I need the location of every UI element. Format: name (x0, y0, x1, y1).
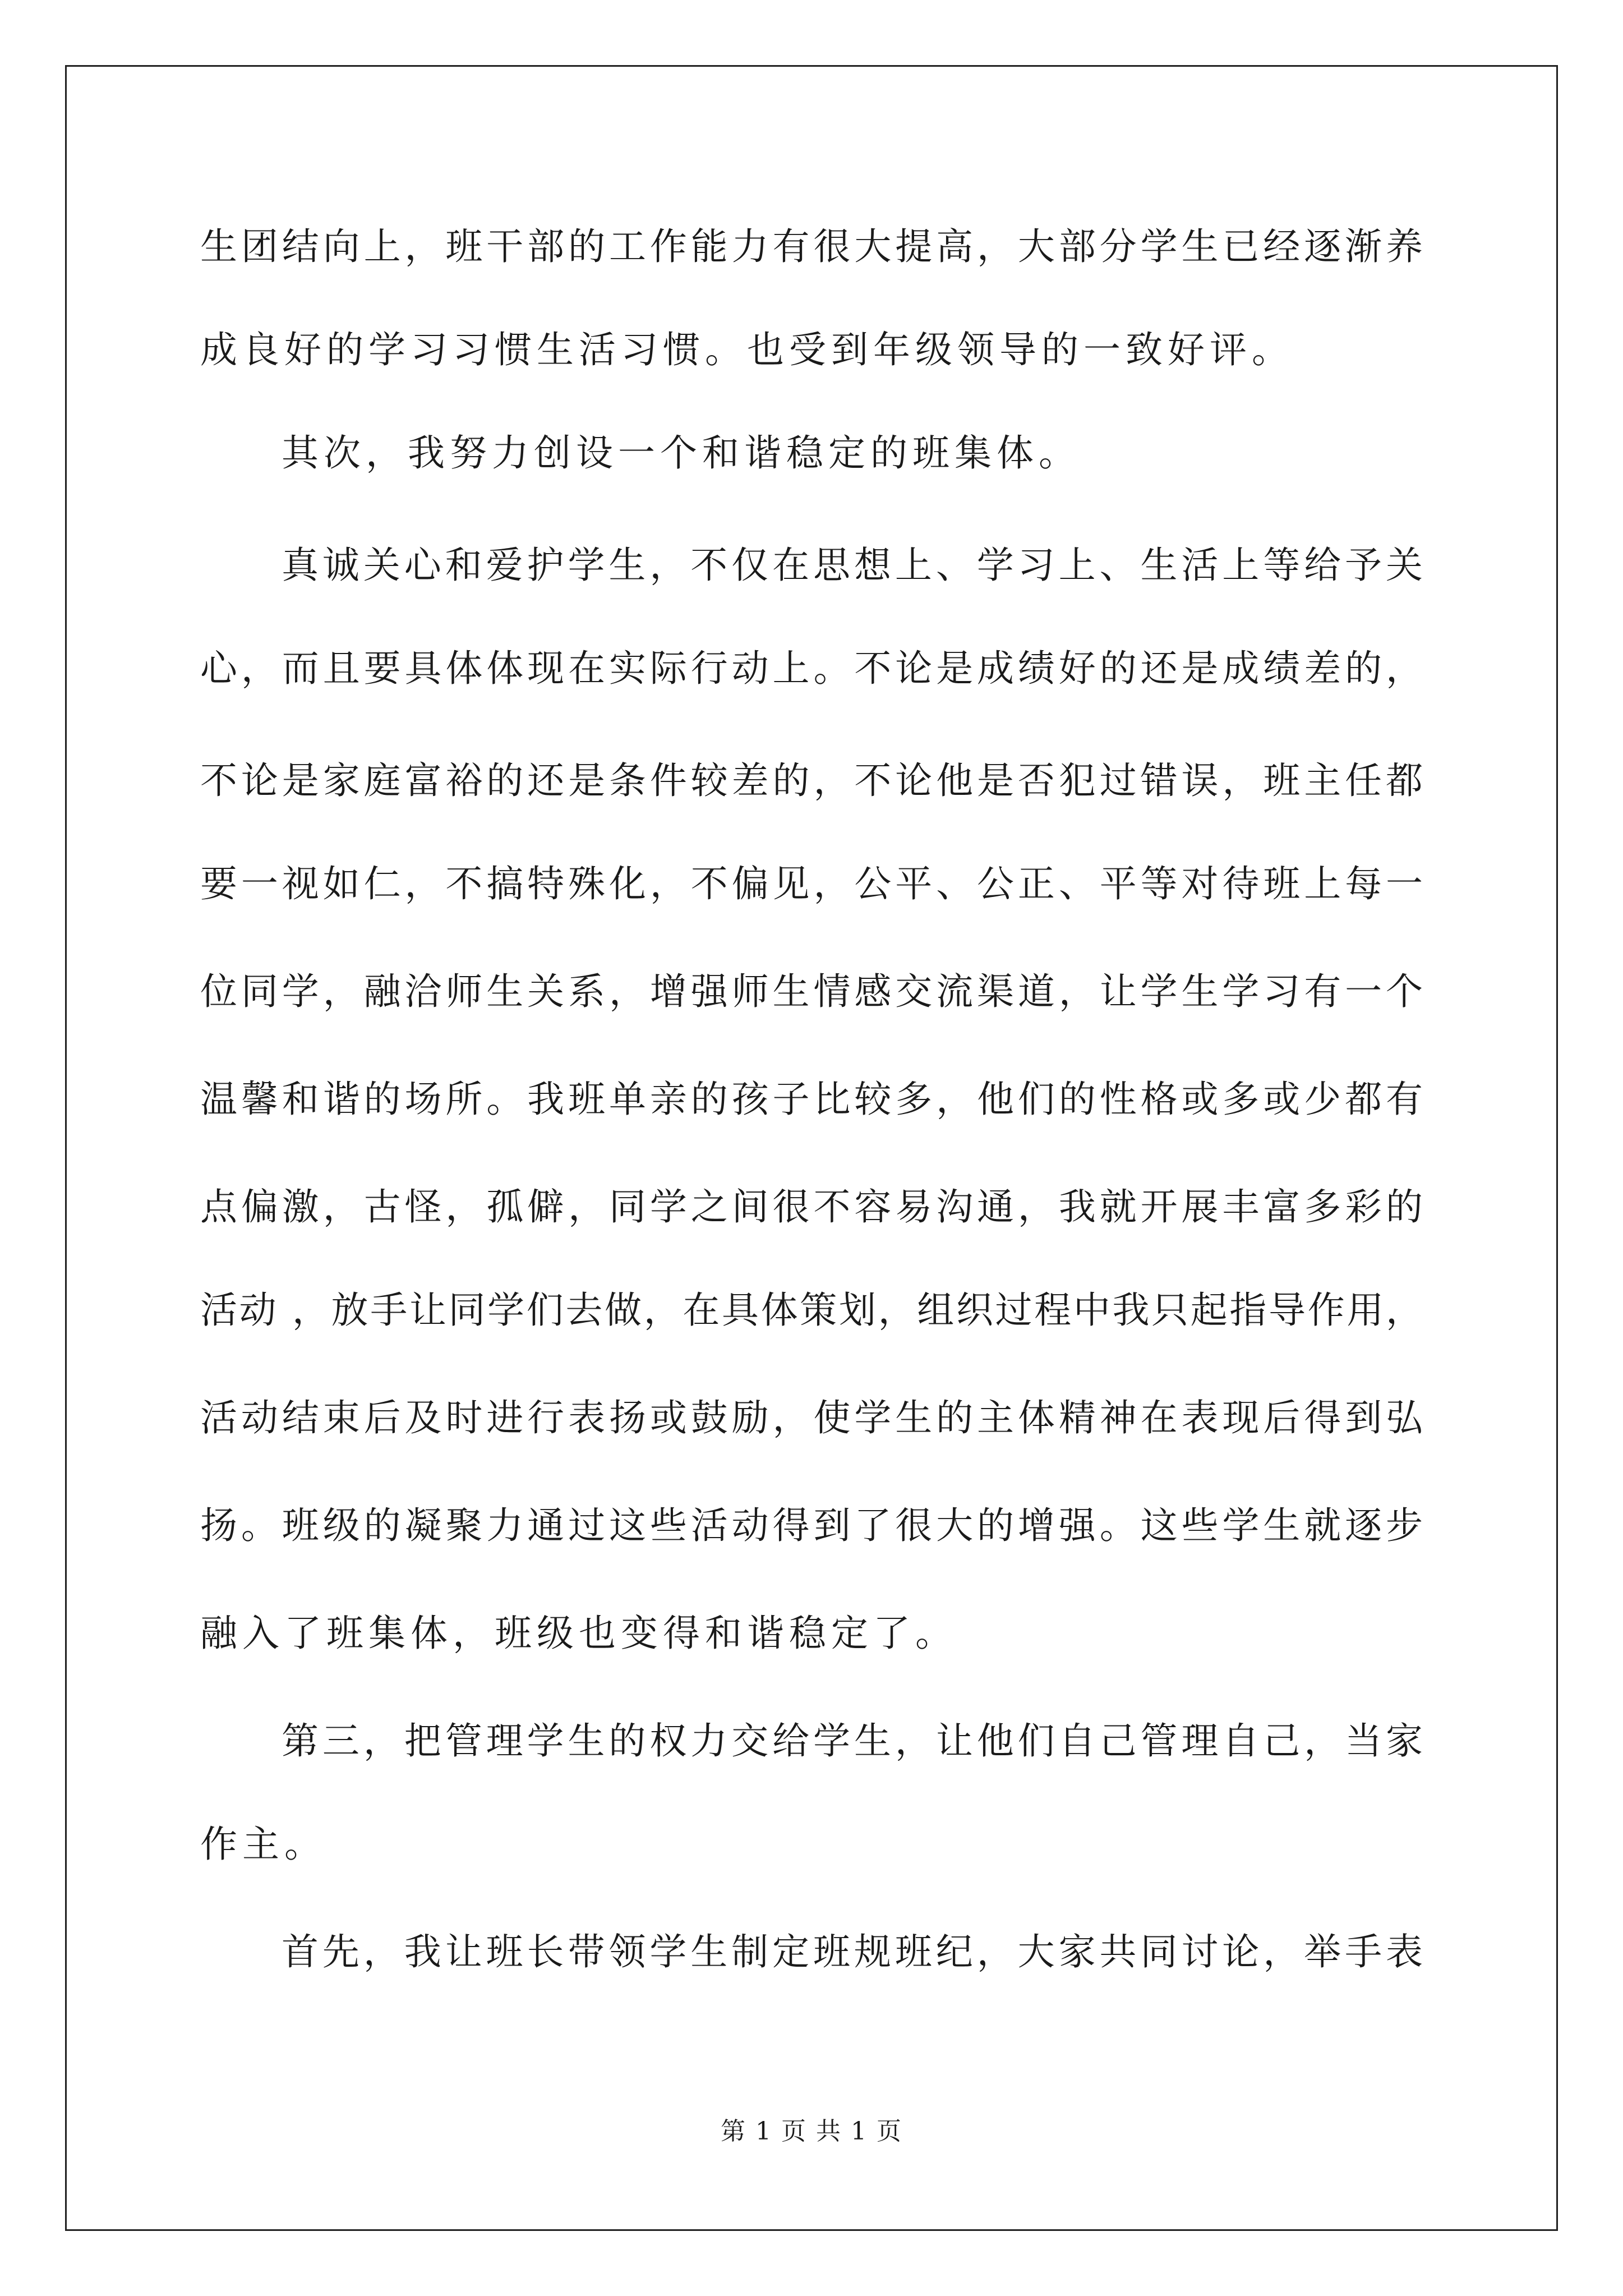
page-number-footer: 第 1 页 共 1 页 (721, 2117, 902, 2146)
text-line: 要一视如仁，不搞特殊化，不偏见，公平、公正、平等对待班上每一 (200, 862, 1423, 905)
text-line: 成良好的学习习惯生活习惯。也受到年级领导的一致好评。 (200, 328, 1294, 371)
text-line: 其次，我努力创设一个和谐稳定的班集体。 (282, 431, 1081, 475)
text-line: 扬。班级的凝聚力通过这些活动得到了很大的增强。这些学生就逐步 (200, 1504, 1423, 1547)
text-line: 位同学，融洽师生关系，增强师生情感交流渠道，让学生学习有一个 (200, 970, 1423, 1013)
text-line: 活动结束后及时进行表扬或鼓励，使学生的主体精神在表现后得到弘 (200, 1396, 1423, 1439)
text-line: 作主。 (200, 1823, 326, 1866)
text-line: 首先，我让班长带领学生制定班规班纪，大家共同讨论，举手表 (282, 1930, 1423, 1973)
text-line: 第三，把管理学生的权力交给学生，让他们自己管理自己，当家 (282, 1719, 1423, 1763)
text-line: 生团结向上，班干部的工作能力有很大提高，大部分学生已经逐渐养 (200, 225, 1423, 268)
text-line: 不论是家庭富裕的还是条件较差的，不论他是否犯过错误，班主任都 (200, 759, 1423, 802)
text-line: 真诚关心和爱护学生，不仅在思想上、学习上、生活上等给予关 (282, 544, 1423, 587)
text-line: 点偏激，古怪，孤僻，同学之间很不容易沟通，我就开展丰富多彩的 (200, 1185, 1423, 1228)
text-line: 心，而且要具体体现在实际行动上。不论是成绩好的还是成绩差的， (200, 647, 1423, 690)
page-border (65, 65, 1558, 2231)
text-line: 温馨和谐的场所。我班单亲的孩子比较多，他们的性格或多或少都有 (200, 1078, 1423, 1121)
text-line: 融入了班集体，班级也变得和谐稳定了。 (200, 1612, 957, 1655)
text-line: 活动 ，放手让同学们去做，在具体策划，组织过程中我只起指导作用， (200, 1289, 1423, 1332)
